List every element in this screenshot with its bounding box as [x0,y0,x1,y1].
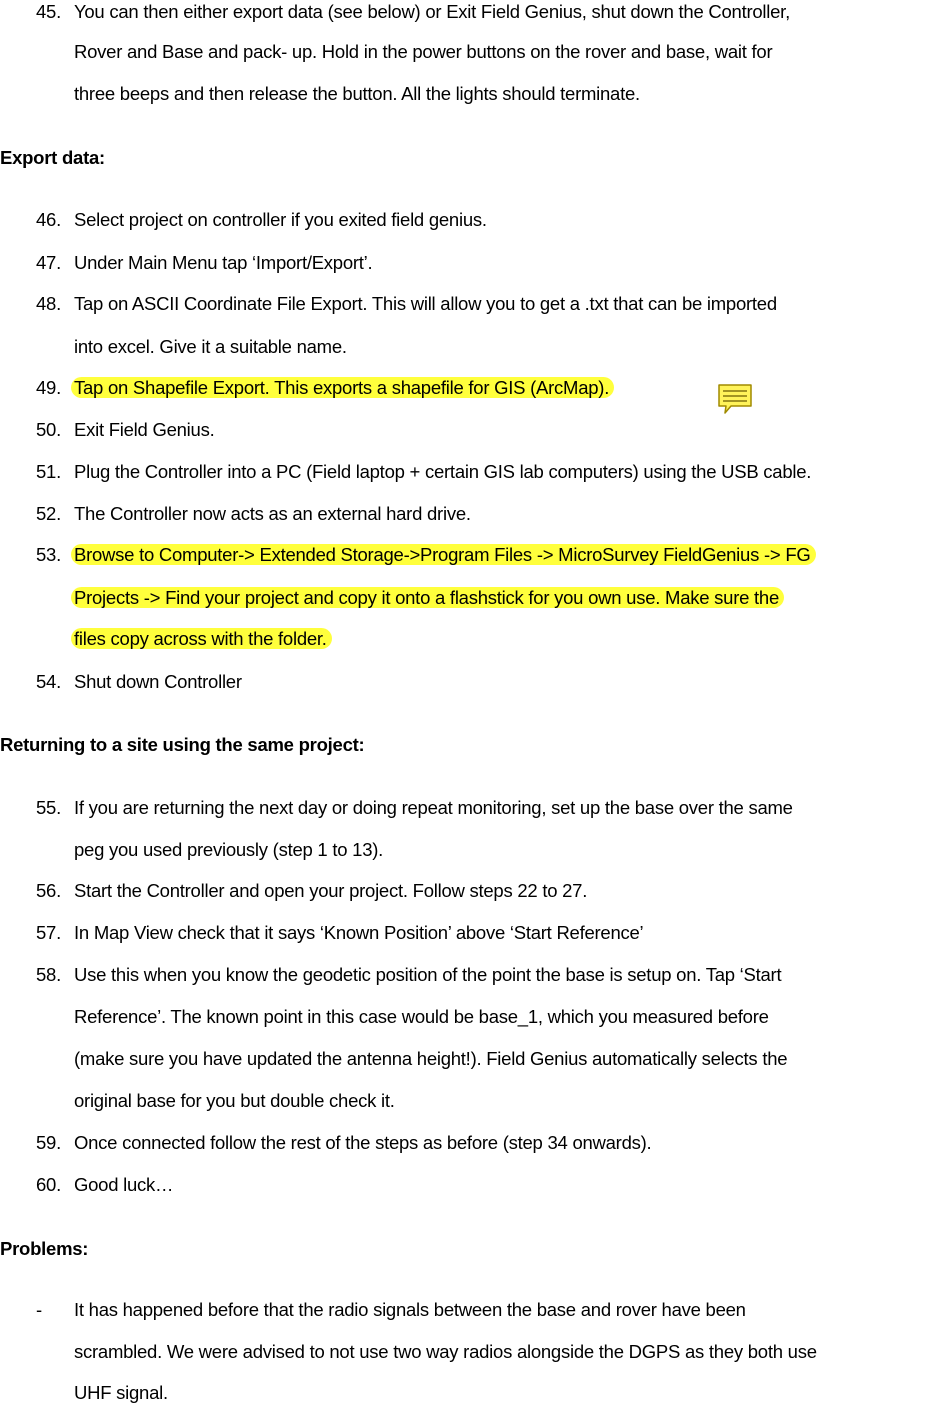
highlighted-text: Browse to Computer-> Extended Storage->Program Files -> MicroSurvey FieldGenius -> FG [71,544,816,565]
list-item-text: You can then either export data (see below) or Exit Field Genius, shut down the Controller, [74,1,790,22]
list-item-text: original base for you but double check it. [74,1090,395,1111]
list-item-text [74,586,784,610]
list-item-text: The Controller now acts as an external hard drive. [74,503,471,524]
item-number: 49. [36,377,61,398]
list-item-text: Rover and Base and pack- up. Hold in the power buttons on the rover and base, wait for [74,41,773,62]
item-number: 58. [36,964,61,985]
item-number: 45. [36,1,61,22]
section-heading-problems: Problems: [0,1238,89,1259]
list-item-text: (make sure you have updated the antenna height!). Field Genius automatically selects the [74,1048,788,1069]
item-number: 56. [36,880,61,901]
list-item-text: If you are returning the next day or doing repeat monitoring, set up the base over the same [74,797,793,818]
list-item-text [74,543,816,567]
highlighted-text: Projects -> Find your project and copy it onto a flashstick for you own use. Make sure the [71,587,784,608]
list-item-text: three beeps and then release the button. All the lights should terminate. [74,83,640,104]
list-item-text: Reference’. The known point in this case would be base_1, which you measured before [74,1006,769,1027]
highlighted-text: files copy across with the folder. [71,628,332,649]
list-item-text: into excel. Give it a suitable name. [74,336,347,357]
item-number: 52. [36,503,61,524]
section-heading-returning: Returning to a site using the same project: [0,734,365,755]
section-heading-export: Export data: [0,147,105,168]
item-number: 48. [36,293,61,314]
list-item-text [74,627,332,651]
item-number: 47. [36,252,61,273]
list-item-text: scrambled. We were advised to not use two way radios alongside the DGPS as they both use [74,1341,817,1362]
list-item-text: Use this when you know the geodetic position of the point the base is setup on. Tap ‘Start [74,964,782,985]
item-number: 46. [36,209,61,230]
list-item-text: Good luck… [74,1174,174,1195]
highlighted-text: Tap on Shapefile Export. This exports a shapefile for GIS (ArcMap). [71,377,614,398]
list-item-text: Shut down Controller [74,671,242,692]
list-item-text: UHF signal. [74,1382,168,1403]
list-item-text [74,376,614,400]
list-item-text: peg you used previously (step 1 to 13). [74,839,384,860]
list-item-text: In Map View check that it says ‘Known Position’ above ‘Start Reference’ [74,922,644,943]
list-item-text: Exit Field Genius. [74,419,215,440]
bullet-dash: - [36,1299,42,1320]
item-number: 55. [36,797,61,818]
item-number: 60. [36,1174,61,1195]
item-number: 53. [36,544,61,565]
item-number: 54. [36,671,61,692]
list-item-text: It has happened before that the radio signals between the base and rover have been [74,1299,746,1320]
list-item-text: Tap on ASCII Coordinate File Export. This will allow you to get a .txt that can be imported [74,293,777,314]
list-item-text: Select project on controller if you exited field genius. [74,209,487,230]
comment-note-icon[interactable] [716,382,754,416]
list-item-text: Plug the Controller into a PC (Field laptop + certain GIS lab computers) using the USB cable. [74,461,812,482]
item-number: 57. [36,922,61,943]
item-number: 51. [36,461,61,482]
list-item-text: Once connected follow the rest of the steps as before (step 34 onwards). [74,1132,652,1153]
list-item-text: Under Main Menu tap ‘Import/Export’. [74,252,373,273]
item-number: 59. [36,1132,61,1153]
item-number: 50. [36,419,61,440]
list-item-text: Start the Controller and open your project. Follow steps 22 to 27. [74,880,588,901]
